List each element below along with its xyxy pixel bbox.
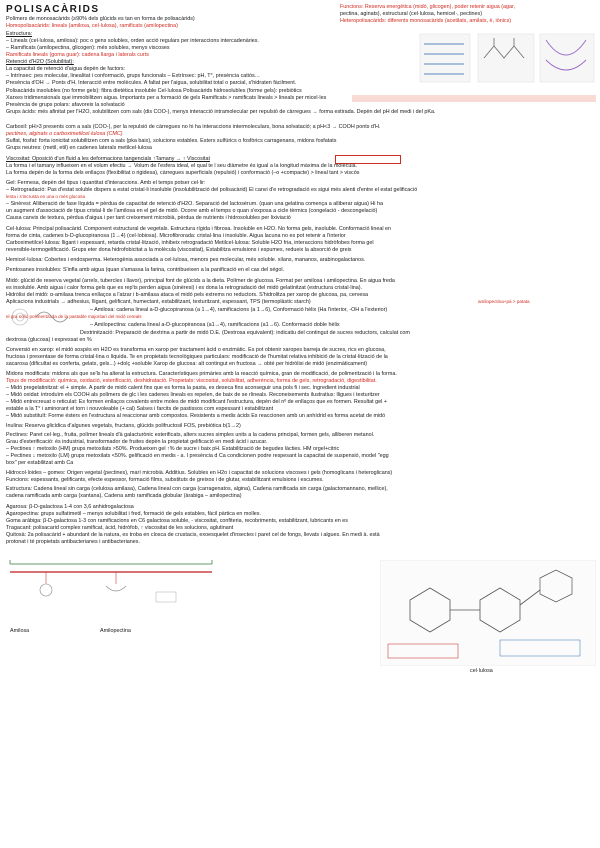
starch-hydrolysis: Hidròlisi del midó: α-amilasa trenca enllaços a l'atzar i b-amilasa ataca el midó pels extrems no reductors. S'hidrolitza per xarop de glucosa, pa, cervesa xyxy=(6,292,369,298)
agar-agarose: Agarosa: β-D-galactosa 1-4 con 3,6 anhidrogalactosa xyxy=(6,504,134,510)
water-retention-oh: Presència d'OH → Ponts d'H. Interacció entre molècules. A faltat per l'aigua, solubilitat total o parcial, s'hidraten fàcilment. xyxy=(6,80,297,86)
modified-crosslinked-2: estable a la T° i aminorant el torn i nouvoleable (+ cal) Salses i farcits de pastissos com espessant i estabilitzant xyxy=(6,406,274,412)
functions-right-1: Funcions: Reserva energètica (midó, glicogen), poder retenir aigua (agar, xyxy=(340,4,515,10)
cellulose-methyl: reversible-termogelificació. Grups eter dona hidrofobicitat a la molècula (viscositat), Estabilitza emulsions i espumes, redueix la absorció de greix xyxy=(6,247,352,253)
hydrocolloids-functions: Funcions: espessants, gelificants, efecte espessor, formació films, substituts de greixos i de glutar, estabilitzant emulsions i escumes. xyxy=(6,477,324,483)
chemical-structure-diagram xyxy=(380,560,596,666)
modified-oxidized: – Midó oxidat: introduïm els COOH als polímers de glc i les cadenes lineals es repelen, de baix de se rlineals. Reconeixements ilustratius: lligues i texturitzer xyxy=(6,392,380,398)
pentosanes: Pentosanes insolubles: S'infla amb aigua (quan s'amassa la farina, contribueixen a la panificació en el cas del ségol. xyxy=(6,267,285,273)
syrup-glucose: sacarosa (dificultat es conferta, gelats, gels...) +dolç +soluble Xarop de glucosa: alt contingut en fructosa → obté per hidròlisi de midó (enzimàticament) xyxy=(6,361,368,367)
pectins-hm: – Pectines ↑ metoxilo (HM) grups metoxilats >50%. Produeixen gel ↑% de sucre i baix pH. Estabilització de begudes làcties. HM orgel+citric xyxy=(6,446,340,452)
carboxyl-examples: pectines, alginats o carboximetilcel·lulosa (CMC) xyxy=(6,131,123,137)
inulin-line: Inulina: Reserva glicídica d'algunes vegetals, fructans, glúcids polifructosil FOS, prebiòtica b(1→2) xyxy=(6,423,241,429)
gel-texture-change: Causa canvis de textura, pèrdua d'aigua i per tant creixement microbià, pèrdua de nutrients i hidrosolubles per lixiviació xyxy=(6,215,291,221)
pectins-def: Pectines: Paret cel·leg., fruita, polímer lineals d'à galacturònic esterificats, alters sucres simples units a la cadena principal, formen gels, alliberen metanol. xyxy=(6,432,375,438)
hydrocolloids-structure-2: cadena ramificada amb carga (xantana), Cadena amb ramificada globular (àrabiga – amilopectina) xyxy=(6,493,242,499)
structure-heading: Estructura: xyxy=(6,31,33,37)
functions-right-2: pectina, aginats), estructural (cel·lulosa, hemicel·, pectines) xyxy=(340,11,483,17)
syrup-properties: fructosa i presentase de forma cristal·lina o líquida. Te en propietats tecnològiques particulars: modificació de l'humitat relativa inhibició de la cristal·lització de la xyxy=(6,354,388,360)
page-title: POLISACÀRIDS xyxy=(6,4,100,15)
polar-groups: Presència de grups polars: afavoreix la solvatació xyxy=(6,102,125,108)
cellulose-def: Cel·lulosa: Principal polisacàrid. Component estructural de vegetals. Estructura rígida i fibrosa. Insoluble en H2O. No forma gels, insoluble. Conformació lineal en xyxy=(6,226,392,232)
sulfate-groups: Sulfat, fosfat: forta ionicitat solubilitzen com a sals (pka baix), solucions estables. Èsters sulfúrics o fosfòrics carragenans, midons fosfatats xyxy=(6,138,337,144)
neutral-groups: Grups neutres: (metil, etil) en cadenes laterals metilcel·lulosa xyxy=(6,145,152,151)
hemicellulose: Hemicel·lulosa: Cobertes i endosperma. Heterogènia associada a cel·lulosa, menors pes molecular, més soluble. xilans, mananos, arabinogalactanos. xyxy=(6,257,366,263)
modified-crosslinked: – Midó entrecreuat o reticulat: Es formen enllaços covalents entre moles de midó modificant l'estructura, depèn del nº de enllaços que es formen. Resultat gel + xyxy=(6,399,387,405)
intro-line-1: Polímers de monosacàrids (≥90% dels glúcids es tan en forma de polisacàrids) xyxy=(6,16,195,22)
starch-gel: es insoluble. Amb aigua i calor forma gels que es rep'ts perden aigua (sinèresi) i es dona la retrogradació del midó gelatinitzat (estructura cristal·lina). xyxy=(6,285,363,291)
chitosan-2: protonat i té propietats antibacterianes i antibacterianes. xyxy=(6,539,140,545)
figure-label-amylose: Amilosa xyxy=(10,628,30,634)
water-retention-heading: Retenció d'H2O (Solubilitat): xyxy=(6,59,74,65)
starch-def: Midó: glúcid de reserva vegetal (arrels, tubercles i llavor), principal font de glúcids a la dieta. Polímer de glucosa. Format per amilosa i amilopectina. En aigua freda xyxy=(6,278,395,284)
structure-branched-linear: Ramificats lineals (goma guar): cadena llarga i laterals curts xyxy=(6,52,149,58)
gum-arabic: Goma aràbiga: β-D-galactosa 1-3 con ramificacions en C6 galactosa soluble, - viscositat, confiteria, recobriments, estabilitzant, lubricants en es xyxy=(6,518,348,524)
intro-line-2: Homopolisacàrids: lineals (amilosa, cel·lulosa), ramificats (amilopectina) xyxy=(6,23,178,29)
acid-groups: Grups àcids: més afinitat per l'H2O, solubilitzen com sals (dis COO-), menys interacció intramolecular per repulsió de càrregues → forma estirada. Depèn del pH del medi i del pKa. xyxy=(6,109,436,115)
gel-firmness: Gel: Fermesa, depèn del tipus i quantitat d'interaccions. Amb el temps potser cel·lir: xyxy=(6,180,206,186)
viscosity-definition: Viscositat: Oposició d'un fluid a les deformacions tangencials ↑Tamany → ↑ Viscositat xyxy=(6,156,210,162)
hydrocolloids-structure: Estructura: Cadena lineal sin carga (celulosa amilasa), Cadena lineal con carga (carragenatos, algina), Cadena ramificada sin carga (galactomannano, mellice), xyxy=(6,486,388,492)
syrup-conversion: Conversió en xarop: el midó sospès en H2O es transforma en xarop per tractament àcid o enzimàtic. Es pot obtenir xaropes barreja de sucres, rics en glucosa, xyxy=(6,347,386,353)
gel-retrogradation-note: lenta i s'incrusta en una o més glucosa xyxy=(6,194,86,199)
water-retention-intrinsic: – Intrínsec: pes molecular, linealitat i conformació, grups funcionals – Extrínsec: pH, T°, presència catiós… xyxy=(6,73,261,79)
starch-side-note: amilopectina+pà > patata xyxy=(478,299,596,305)
amylose-note: el gra sòlid polimeritzada de la pastable majoritari del midó cereals xyxy=(6,314,142,319)
starch-timeline-diagram xyxy=(6,552,216,626)
gel-syneresis-detail: un augment d'associació de tipus cristal·li de l'amilosa en el gel de midó. Ocorre amb el temps o quan s'exposa a cicle tèrmics (congelació - descongelació) xyxy=(6,208,378,214)
gel-retrogradation: – Retrogradació: Pas d'estat soluble dispers a estat cristal·li insoluble (insolubilització del polisacàrid) El canvi d'e retrogradació es sigui més alenti d'entre el estat gelificació xyxy=(6,187,418,193)
pectins-lm: – Pectines ↓ metoxilo (LM) grups metoxilats <50%. gelificació en medis - a. I presència d Ca condicionen podre respesant la capacitat de suspensió, model "egg xyxy=(6,453,389,459)
viscosity-volume: La forma i el tamany influeixen en el volum efectiu → Volum de l'esfera ideal, el qual te l seu diàmetre és igual a la longitud màxima de la molècula. xyxy=(6,163,358,169)
polysaccharides-insoluble: Polisacàrids insolubles (no forme gels): fibra dietètica insoluble Cel·lulosa Polisacàrids hidrosolubles (forme gels): prebiòtics xyxy=(6,88,302,94)
heteropolysaccharides-line: Heteropolisacàrids: diferents monosacàrids (acetilats, amilats, è, iònics) xyxy=(340,18,512,24)
carboxyl-groups: Carboxil: pH>3 presents com a sals (COO-), per la repulsió de càrregues no hi ha interaccions intermoleculars, bona solvatació; a pH<3 → COOH ponts d'H. xyxy=(6,124,381,130)
cellulose-cmc: Carboximetilcel·lulosa: lligant i espessant, retarda cristal·lització, inhibeix retrogradació Metilcel·lulosa: Soluble H2O fria, interaccions hidròfobes forma gel xyxy=(6,240,374,246)
gel-syneresis: – Sinèresi: Alliberació de fase líquida = pèrdua de capacitat de retenció d'H2O. Separació del lactosèrum. (quan una gelatina comença a alliberar aigua) Hi ha xyxy=(6,201,383,207)
viscosity-shape: La forma depèn de la forma dels enllaços (flexibilitat o rigidesa), càrregues superficials (repulsió) i conformació (–o +compacte) > lineal tant > viscós xyxy=(6,170,360,176)
chitosan: Quitosà: 2a polisacàrid + abundant de la natura, es troba en closca de crustacis, exoesquelet d'insectes i paret cel de fongs, llevats i algues. En medi à. està xyxy=(6,532,380,538)
pectins-esterification: Grau d'esterificació: és industrial, transformador de fruites depèn la propietat gelificació en medi àcid i azucar. xyxy=(6,439,268,445)
structure-branched: – Ramificats (amilopectina, glicogen): més solubles, menys viscoses xyxy=(6,45,170,51)
modified-pregelatinized: – Midó pregelatinitzat: el + simple. A partir de midó calent fins que es forma la pasta, es deseca fins aconseguir una pols fi i sec. Ingredient industrial xyxy=(6,385,360,391)
hydrocolloids-line: Hidrocol·loides – gomes: Origen vegetal (pectines), marí microbià. Additius. Solubles en H2o i capacitat de solucions viscoses i gels (homoglicans i heteroglicans) xyxy=(6,470,393,476)
polysaccharides-network: Xarxes tridimensionals que immobilitzen aigua. Importants per a formació de gels Ramificats > ramificats lineals > lineals per micel·les xyxy=(6,95,327,101)
modified-starch-types: Tipus de modificació: química, oxidació, esterificació, deshidratació. Propietats: viscositat, solubilitat, adherència, forma de gels, retrogradació, digestibilitat. xyxy=(6,378,377,384)
water-retention-factors: La capacitat de retenció d'aigua depèn de factors: xyxy=(6,66,126,72)
modified-starch-def: Midons modificats: midons als que se'ls ha alterat la estructura. Característiques primàries amb la reacció química, gran de modificació, de polimerització i la forma. xyxy=(6,371,397,377)
figure-label-cellulose: cel·lulosa xyxy=(470,668,493,674)
dextrinization-line: Dextrinització: Preparació de dextrina a partir de midó D.E. (Dextrosa equivalent): indicatiu del contingut de sucres reductors, calculat com xyxy=(80,330,410,336)
starch-granule-icon xyxy=(6,305,84,329)
starch-applications: Aplicacions industrials → adhesius, lligant, gelificant, humectant, estabilitzant, texturitzant, espessant, TPS (termoplàstic starch) xyxy=(6,299,311,305)
agar-agaropectin: Agaropectina: grups sulfatimetil – menys solubilitat i fred, formació de gels estables, fàcil pàrtica en molles. xyxy=(6,511,261,517)
structure-diagram-icon xyxy=(418,30,596,86)
structure-linear: – Lineals (cel·lulosa, amilosa): poc o gens solubles, orden acció regulars per interaccions intercadenàries. xyxy=(6,38,259,44)
amylopectin-line: – Amilopectina: cadena lineal a-D-glucopiranosa (a1→4), ramificacions (a1→6). Conformació doble hèlix xyxy=(90,322,340,328)
dextrinization-line-2: dextrosa (glucosa) i expressat en % xyxy=(6,337,92,343)
tragacanth: Tragacant: polisacarid complex ramificat, àcid, hidròfob, ↑ viscositat de les solucions, aglutinant xyxy=(6,525,234,531)
modified-substituted: – Midó substituït: Forme ésters en l'estructura al reaccionar amb compostos. Resistents a medis àcids Es reaccionen amb un anhídrid es forma acetat de midó xyxy=(6,413,386,419)
highlight-band xyxy=(352,95,596,102)
cellulose-form: forma de cinta, cadenes b-D-glucopiranosa (1→4) (cel·lobiosa). Microfibrorada: cristal·lina i insoluble. Aigua lacuna no es pot retenir a l'interior xyxy=(6,233,346,239)
pectins-eggbox: box" per estabilitzat amb Ca xyxy=(6,460,74,466)
amylose-line: – Amilosa: cadena lineal a-D-glucopiranosa (a 1→4), ramificacions (a 1→6), Conformació hèlix (Ha l'interior, -OH a l'exterior) xyxy=(90,307,388,313)
figure-label-amylopectin: Amilopectina xyxy=(100,628,131,634)
